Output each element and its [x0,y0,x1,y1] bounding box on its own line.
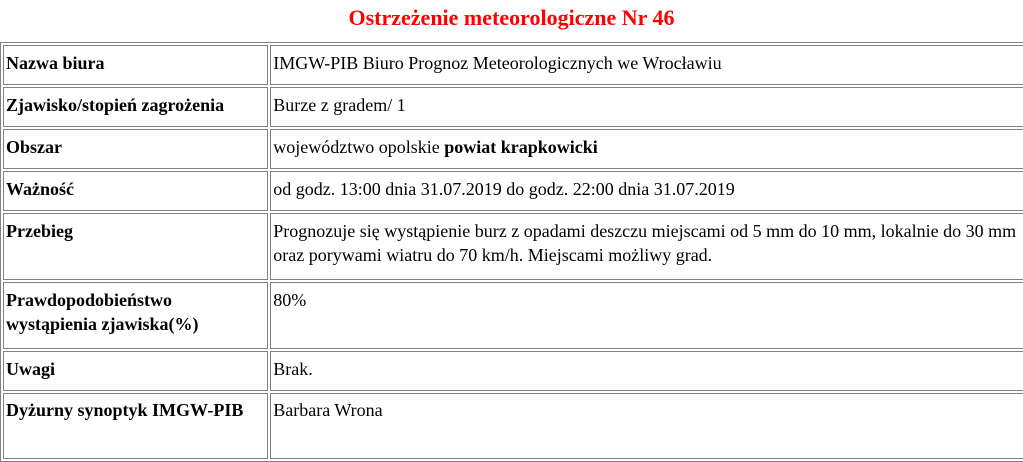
page-title: Ostrzeżenie meteorologiczne Nr 46 [348,5,675,30]
table-row-forecaster [3,393,1023,459]
row-value: IMGW-PIB Biuro Prognoz Meteorologicznych we Wrocławiu [270,45,1023,85]
row-value: od godz. 13:00 dnia 31.07.2019 do godz. 22:00 dnia 31.07.2019 [270,171,1023,211]
row-value-cell [270,129,1023,169]
table-row-validity [3,171,1023,211]
row-value: Brak. [270,351,1023,391]
table-row-phenomenon [3,87,1023,127]
row-label: Prawdopodobieństwo wystąpienia zjawiska(%) [3,282,268,349]
row-label: Uwagi [3,351,268,391]
row-label: Obszar [3,129,268,169]
row-label: Przebieg [3,213,268,280]
row-value: Barbara Wrona [270,393,1023,459]
area-county: powiat krapkowicki [444,137,598,157]
row-label: Nazwa biura [3,45,268,85]
table-row-office [3,45,1023,85]
row-value: Prognozuje się wystąpienie burz z opadami deszczu miejscami od 5 mm do 10 mm, lokalnie do 30 mm oraz porywami wiatru do 70 km/h. Miejscami możliwy grad. [270,213,1023,280]
row-label: Dyżurny synoptyk IMGW-PIB [3,393,268,459]
row-value: Burze z gradem/ 1 [270,87,1023,127]
table-row-remarks [3,351,1023,391]
table-row-course [3,213,1023,280]
table-row-probability [3,282,1023,349]
row-label: Zjawisko/stopień zagrożenia [3,87,268,127]
row-value: 80% [270,282,1023,349]
area-voivodeship: województwo opolskie [273,137,445,157]
row-label: Ważność [3,171,268,211]
warning-table [0,42,1023,462]
table-row-area [3,129,1023,169]
